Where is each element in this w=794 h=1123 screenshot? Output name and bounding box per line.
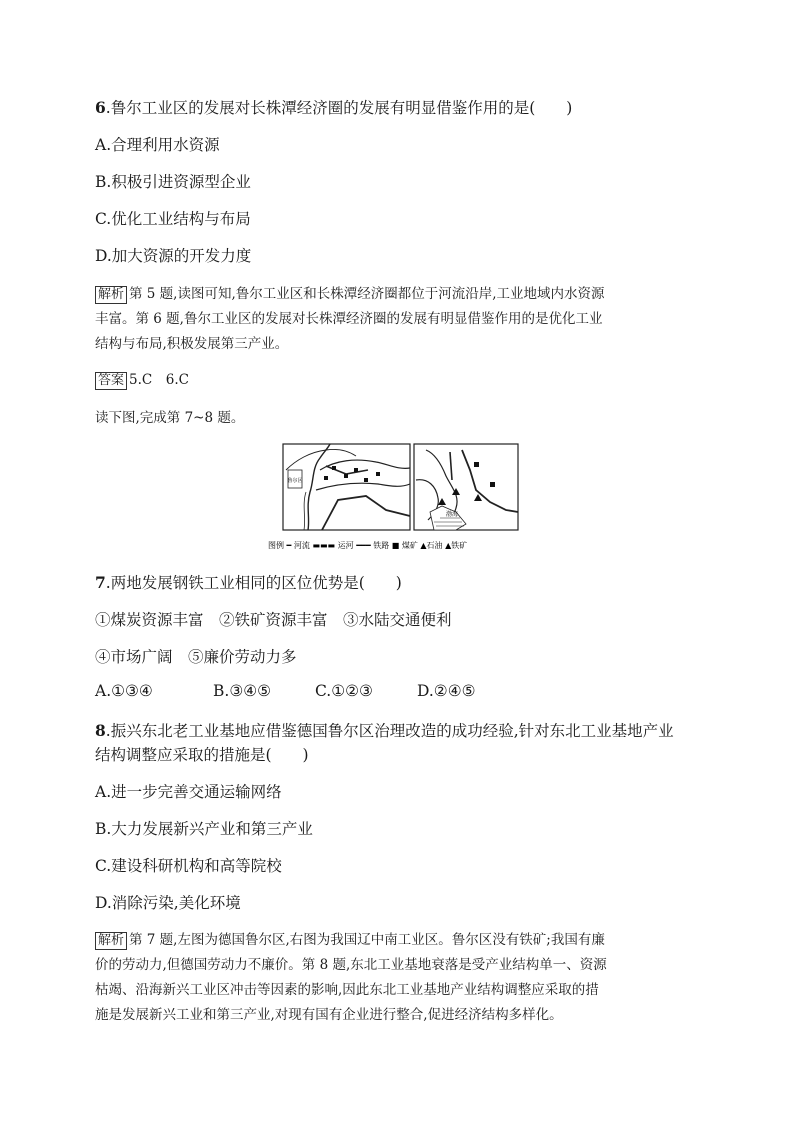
question-7-option-c: C.①②③ <box>315 682 373 700</box>
question-6-option-a: A.合理利用水资源 <box>95 136 220 154</box>
map-figure-svg <box>266 440 556 555</box>
question-8-stem-line2: 结构调整应采取的措施是( ) <box>95 746 309 764</box>
question-7-stem: 7.两地发展钢铁工业相同的区位优势是( ) <box>95 573 402 592</box>
coal-mine <box>474 462 479 467</box>
coal-mine <box>354 468 358 472</box>
question-8-option-c: C.建设科研机构和高等院校 <box>95 857 282 875</box>
left-map <box>283 444 410 530</box>
right-map-label: 渤海 <box>445 511 459 518</box>
question-7-items-line1: ①煤炭资源丰富 ②铁矿资源丰富 ③水陆交通便利 <box>95 611 452 629</box>
analysis-tag: 解析 <box>95 932 127 950</box>
question-7-items-line2: ④市场广阔 ⑤廉价劳动力多 <box>95 648 297 666</box>
question-number: 7 <box>95 573 106 592</box>
question-7-options <box>95 682 476 700</box>
coal-mine <box>324 476 328 480</box>
coal-mine <box>490 482 495 487</box>
question-8-option-a: A.进一步完善交通运输网络 <box>95 783 282 801</box>
coal-mine <box>364 478 368 482</box>
question-number: 8 <box>95 721 106 740</box>
coal-mine <box>376 472 380 476</box>
question-6-option-b: B.积极引进资源型企业 <box>95 173 251 191</box>
question-6-stem: 6.鲁尔工业区的发展对长株潭经济圈的发展有明显借鉴作用的是( ) <box>95 98 573 117</box>
right-map-frame <box>414 444 518 530</box>
question-8-option-d: D.消除污染,美化环境 <box>95 894 241 912</box>
answer-block-1: 答案 5.C 6.C <box>95 367 189 393</box>
analysis-tag: 解析 <box>95 286 127 304</box>
left-map-label: 鲁尔区 <box>287 478 303 484</box>
question-8-option-b: B.大力发展新兴产业和第三产业 <box>95 820 313 838</box>
question-number: 6 <box>95 98 106 117</box>
map-legend: 图例 ━ 河流 ▬▬▬ 运河 ━━━ 铁路 ■ 煤矿 ▲石油 ▲铁矿 <box>268 541 468 550</box>
coal-mine <box>344 474 348 478</box>
question-7-option-a: A.①③④ <box>95 682 153 700</box>
question-6-option-d: D.加大资源的开发力度 <box>95 247 252 265</box>
answer-tag: 答案 <box>95 372 127 390</box>
coal-mine <box>332 466 336 470</box>
figure-intro: 读下图,完成第 7~8 题。 <box>95 410 245 426</box>
analysis-block-1: 解析 第 5 题,读图可知,鲁尔工业区和长株潭经济圈都位于河流沿岸,工业地域内水资源 丰富。第 6 题,鲁尔工业区的发展对长株潭经济圈的发展有明显借鉴作用的是优化工业 结构与布局,积极发展第三产业。 <box>95 286 605 352</box>
question-6-option-c: C.优化工业结构与布局 <box>95 210 251 228</box>
question-7-option-b: B.③④⑤ <box>213 682 272 700</box>
map-figure <box>266 440 556 555</box>
question-7-option-d: D.②④⑤ <box>417 682 476 700</box>
question-8-stem-line1: 8.振兴东北老工业基地应借鉴德国鲁尔区治理改造的成功经验,针对东北工业基地产业 <box>95 721 674 740</box>
right-map <box>414 444 518 530</box>
analysis-block-2: 解析 第 7 题,左图为德国鲁尔区,右图为我国辽中南工业区。鲁尔区没有铁矿;我国有廉 价的劳动力,但德国劳动力不廉价。第 8 题,东北工业基地衰落是受产业结构单一、资源 枯竭、沿海新兴工业区冲击等因素的影响,因此东北工业基地产业结构调整应采取的措 施是发展新兴工业和第三产业,对现有国有企业进行整合,促进经济结构多样化。 <box>95 932 607 1023</box>
